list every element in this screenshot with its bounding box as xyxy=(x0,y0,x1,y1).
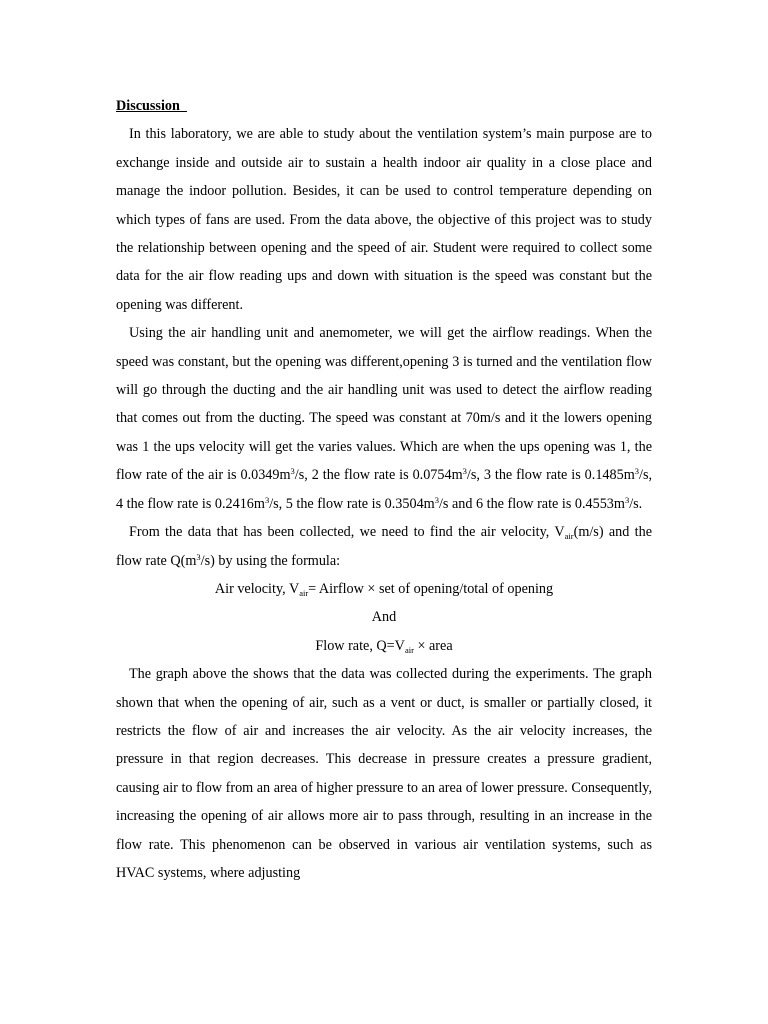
airflow-text-b: /s, 2 the flow rate is 0.0754m xyxy=(294,467,463,484)
airflow-text-c: /s, 3 the flow rate is 0.1485m xyxy=(466,467,635,484)
cubic-exponent: 3 xyxy=(634,466,639,477)
cubic-exponent: 3 xyxy=(290,466,295,477)
cubic-exponent: 3 xyxy=(264,494,270,505)
section-heading: Discussion xyxy=(116,98,187,114)
formula-intro-text-c: /s) by using the formula: xyxy=(200,552,341,569)
cubic-exponent: 3 xyxy=(434,494,439,505)
air-subscript: air xyxy=(564,531,574,542)
cubic-exponent: 3 xyxy=(196,551,201,562)
formula-flow-text-b: × area xyxy=(413,637,453,654)
formula-and: And xyxy=(371,609,397,626)
document-page xyxy=(116,92,652,887)
paragraph-airflow-readings xyxy=(116,319,652,518)
formula-velocity-text-b: = Airflow × set of opening/total of opening xyxy=(308,580,554,597)
air-subscript: air xyxy=(299,587,309,598)
formula-flow-text-a: Flow rate, Q=V xyxy=(315,637,405,654)
formula-intro-text-a: From the data that has been collected, we need to find the air velocity, V xyxy=(129,524,565,541)
formula-velocity-text-a: Air velocity, V xyxy=(214,580,300,597)
air-subscript: air xyxy=(404,644,414,655)
formula-air-velocity xyxy=(116,575,652,603)
airflow-text-e: /s, 5 the flow rate is 0.3504m xyxy=(269,495,435,512)
airflow-text-d: /s, 4 the flow rate is 0.2416m xyxy=(116,467,653,512)
cubic-exponent: 3 xyxy=(624,494,630,505)
airflow-text-g: /s. xyxy=(629,495,643,512)
airflow-text-f: /s and 6 the flow rate is 0.4553m xyxy=(438,495,625,512)
paragraph-intro: In this laboratory, we are able to study about the ventilation system’s main purpose are to exchange inside and outside air to sustain a health indoor air quality in a close place and manage the indoor pollution. Besides, it can be used to control temperature depending on which types of fans are used. From the data above, the objective of this project was to study the relationship between opening and the speed of air. Student were required to collect some data for the air flow reading ups and down with situation is the speed was constant but the opening was different. xyxy=(116,126,652,313)
cubic-exponent: 3 xyxy=(462,466,467,477)
paragraph-graph-discussion: The graph above the shows that the data was collected during the experiments. The graph shown that when the opening of air, such as a vent or duct, is smaller or partially closed, it restricts the flow of air and increases the air velocity. As the air velocity increases, the pressure in that region decreases. This decrease in pressure creates a pressure gradient, causing air to flow from an area of higher pressure to an area of lower pressure. Consequently, increasing the opening of air allows more air to pass through, resulting in an increase in the flow rate. This phenomenon can be observed in various air ventilation systems, such as HVAC systems, where adjusting xyxy=(116,666,652,881)
paragraph-formula-intro xyxy=(116,518,652,575)
formula-intro-text-b: (m/s) and the flow rate Q(m xyxy=(116,524,653,569)
formula-flow-rate xyxy=(116,632,652,660)
airflow-text-a: Using the air handling unit and anemometer, we will get the airflow readings. When the speed was constant, but the opening was different,opening 3 is turned and the ventilation flow will go through the ducting and the air handling unit was used to detect the airflow reading that comes out from the ducting. The speed was constant at 70m/s and it the lowers opening was 1 the ups velocity will get the varies values. Which are when the ups opening was 1, the flow rate of the air is 0.0349m xyxy=(116,325,652,484)
